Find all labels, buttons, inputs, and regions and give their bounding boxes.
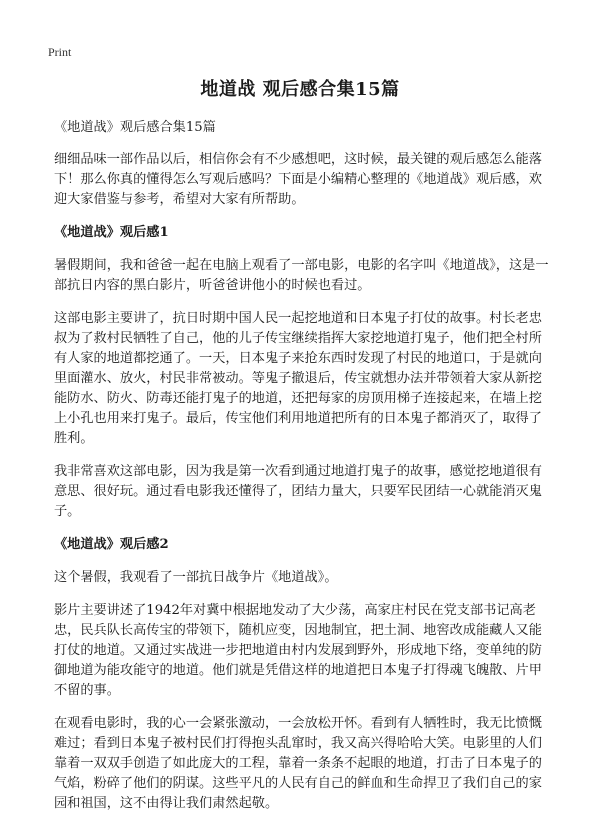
document-subtitle: 《地道战》观后感合集15篇 (54, 120, 216, 135)
section-2-heading: 《地道战》观后感2 (54, 537, 169, 552)
intro-paragraph: 细细品味一部作品以后，相信你会有不少感想吧，这时候，最关键的观后感怎么能落下！那么你真的懂得怎么写观后感吗？下面是小编精心整理的《地道战》观后感，欢迎大家借鉴与参考，希望对大家有所帮助。 (54, 152, 542, 207)
section-2-paragraph: 这个暑假，我观看了一部抗日战争片《地道战》。 (54, 570, 338, 585)
print-link[interactable]: Print (48, 45, 72, 59)
section-1-paragraph: 我非常喜欢这部电影，因为我是第一次看到通过地道打鬼子的故事，感觉挖地道很有意思、很好玩。通过看电影我还懂得了，团结力量大，只要军民团结一心就能消灭鬼子。 (54, 464, 542, 519)
document-body (54, 118, 554, 827)
section-2-paragraph: 在观看电影时，我的心一会紧张激动，一会放松开怀。看到有人牺牲时，我无比愤慨难过；看到日本鬼子被村民们打得抱头乱窜时，我又高兴得哈哈大笑。电影里的人们靠着一双双手创造了如此庞大的工程，靠着一条条不起眼的地道，打击了日本鬼子的气焰，粉碎了他们的阴谋。这些平凡的人民有自己的鲜血和生命捍卫了我们自己的家园和祖国，这不由得让我们肃然起敬。 (54, 716, 542, 811)
section-1-paragraph: 暑假期间，我和爸爸一起在电脑上观看了一部电影，电影的名字叫《地道战》，这是一部抗日内容的黑白影片，听爸爸讲他小的时候也看过。 (54, 258, 549, 293)
section-2-paragraph: 影片主要讲述了1942年对冀中根据地发动了大少荡，高家庄村民在党支部书记高老忠，民兵队长高传宝的带领下，随机应变，因地制宜，把土洞、地窖改成能藏人又能打仗的地道。又通过实战进一步把地道由村内发展到野外，形成地下络，变单纯的防御地道为能攻能守的地道。他们就是凭借这样的地道把日本鬼子打得魂飞魄散、片甲不留的事。 (54, 603, 542, 698)
page-title: 地道战 观后感合集15篇 (200, 79, 400, 100)
section-1-paragraph: 这部电影主要讲了，抗日时期中国人民一起挖地道和日本鬼子打仗的故事。村长老忠叔为了救村民牺牲了自己，他的儿子传宝继续指挥大家挖地道打鬼子，他们把全村所有人家的地道都挖通了。一天，日本鬼子来抢东西时发现了村民的地道口，于是就向里面灌水、放火，村民非常被动。等鬼子撤退后，传宝就想办法并带领着大家从新挖能防水、防火、防毒还能打鬼子的地道，还把每家的房顶用梯子连接起来，在墙上挖上小孔也用来打鬼子。最后，传宝他们利用地道把所有的日本鬼子都消灭了，取得了胜利。 (54, 311, 542, 446)
section-1-heading: 《地道战》观后感1 (54, 225, 169, 240)
